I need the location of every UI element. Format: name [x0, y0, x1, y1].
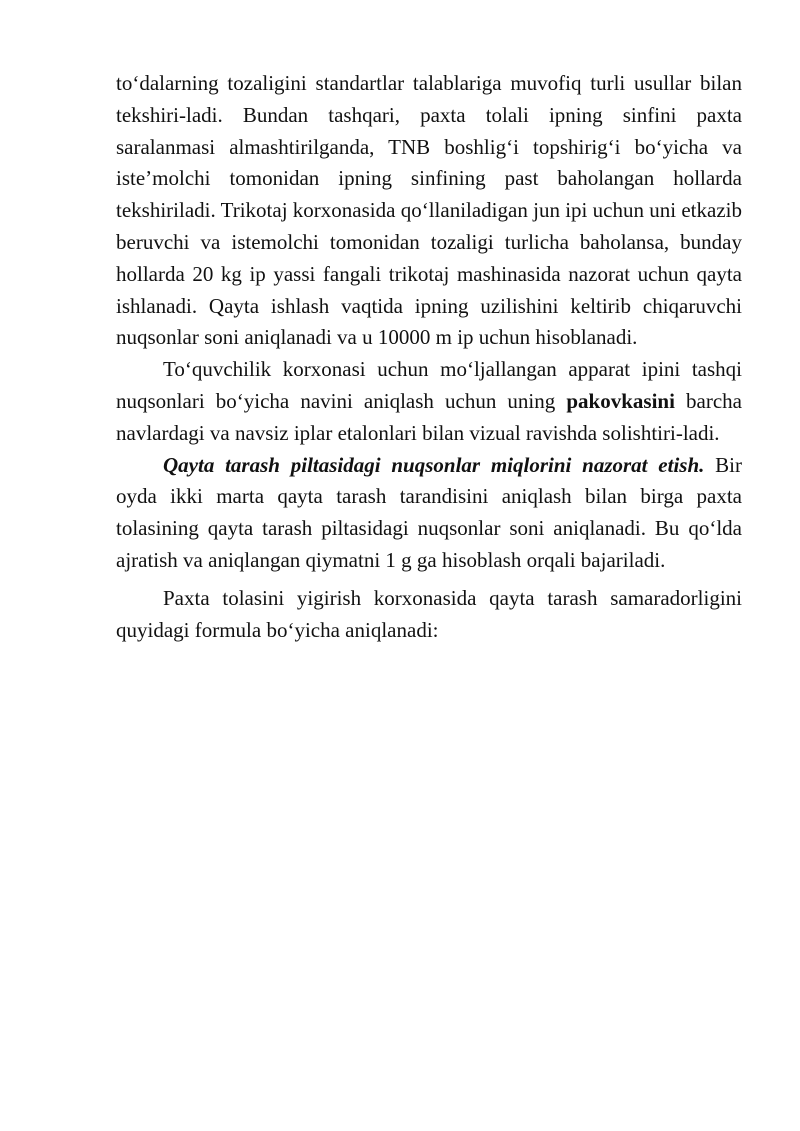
paragraph-weaving-yarn	[116, 354, 742, 449]
paragraph-weaving-yarn-text: To‘quvchilik korxonasi uchun mo‘ljallangan apparat ipini tashqi nuqsonlari bo‘yicha navini aniqlash uchun uning	[116, 357, 742, 413]
section-heading: Qayta tarash piltasidagi nuqsonlar miqlorini nazorat etish.	[163, 452, 705, 477]
bold-term-pakovkasini: pakovkasini	[566, 388, 675, 413]
paragraph-combing-efficiency: Paxta tolasini yigirish korxonasida qayta tarash samaradorligini quyidagi formula bo‘yicha aniqlanadi:	[116, 585, 742, 642]
paragraph-yarn-cleanliness: to‘dalarning tozaligini standartlar talablariga muvofiq turli usullar bilan tekshiri-ladi. Bundan tashqari, paxta tolali ipning sinfini paxta saralanmasi almashtirilganda, TNB boshlig‘i topshirig‘i bo‘yicha va iste’molchi tomonidan ipning sinfining past baholangan hollarda tekshiriladi. Trikotaj korxonasida qo‘llaniladigan jun ipi uchun uni etkazib beruvchi va istemolchi tomonidan tozaligi turlicha baholansa, bunday hollarda 20 kg ip yassi fangali trikotaj mashinasida nazorat uchun qayta ishlanadi. Qayta ishlash vaqtida ipning uzilishini keltirib chiqaruvchi nuqsonlar soni aniqlanadi va u 10000 m ip uchun hisoblanadi.	[116, 71, 742, 350]
paragraph-comber-sliver-text: Bir oyda ikki marta qayta tarash tarandisini aniqlash bilan birga paxta tolasining qayta tarash piltasidagi nuqsonlar soni aniqlanadi. Bu qo‘lda ajratish va aniqlangan qiymatni 1 g ga hisoblash orqali bajariladi.	[116, 452, 742, 572]
paragraph-comber-sliver	[116, 450, 742, 577]
document-page	[116, 68, 742, 646]
paragraph-weaving-yarn-text-end: barcha navlardagi va navsiz iplar etalonlari bilan vizual ravishda solishtiri-ladi.	[116, 388, 742, 445]
